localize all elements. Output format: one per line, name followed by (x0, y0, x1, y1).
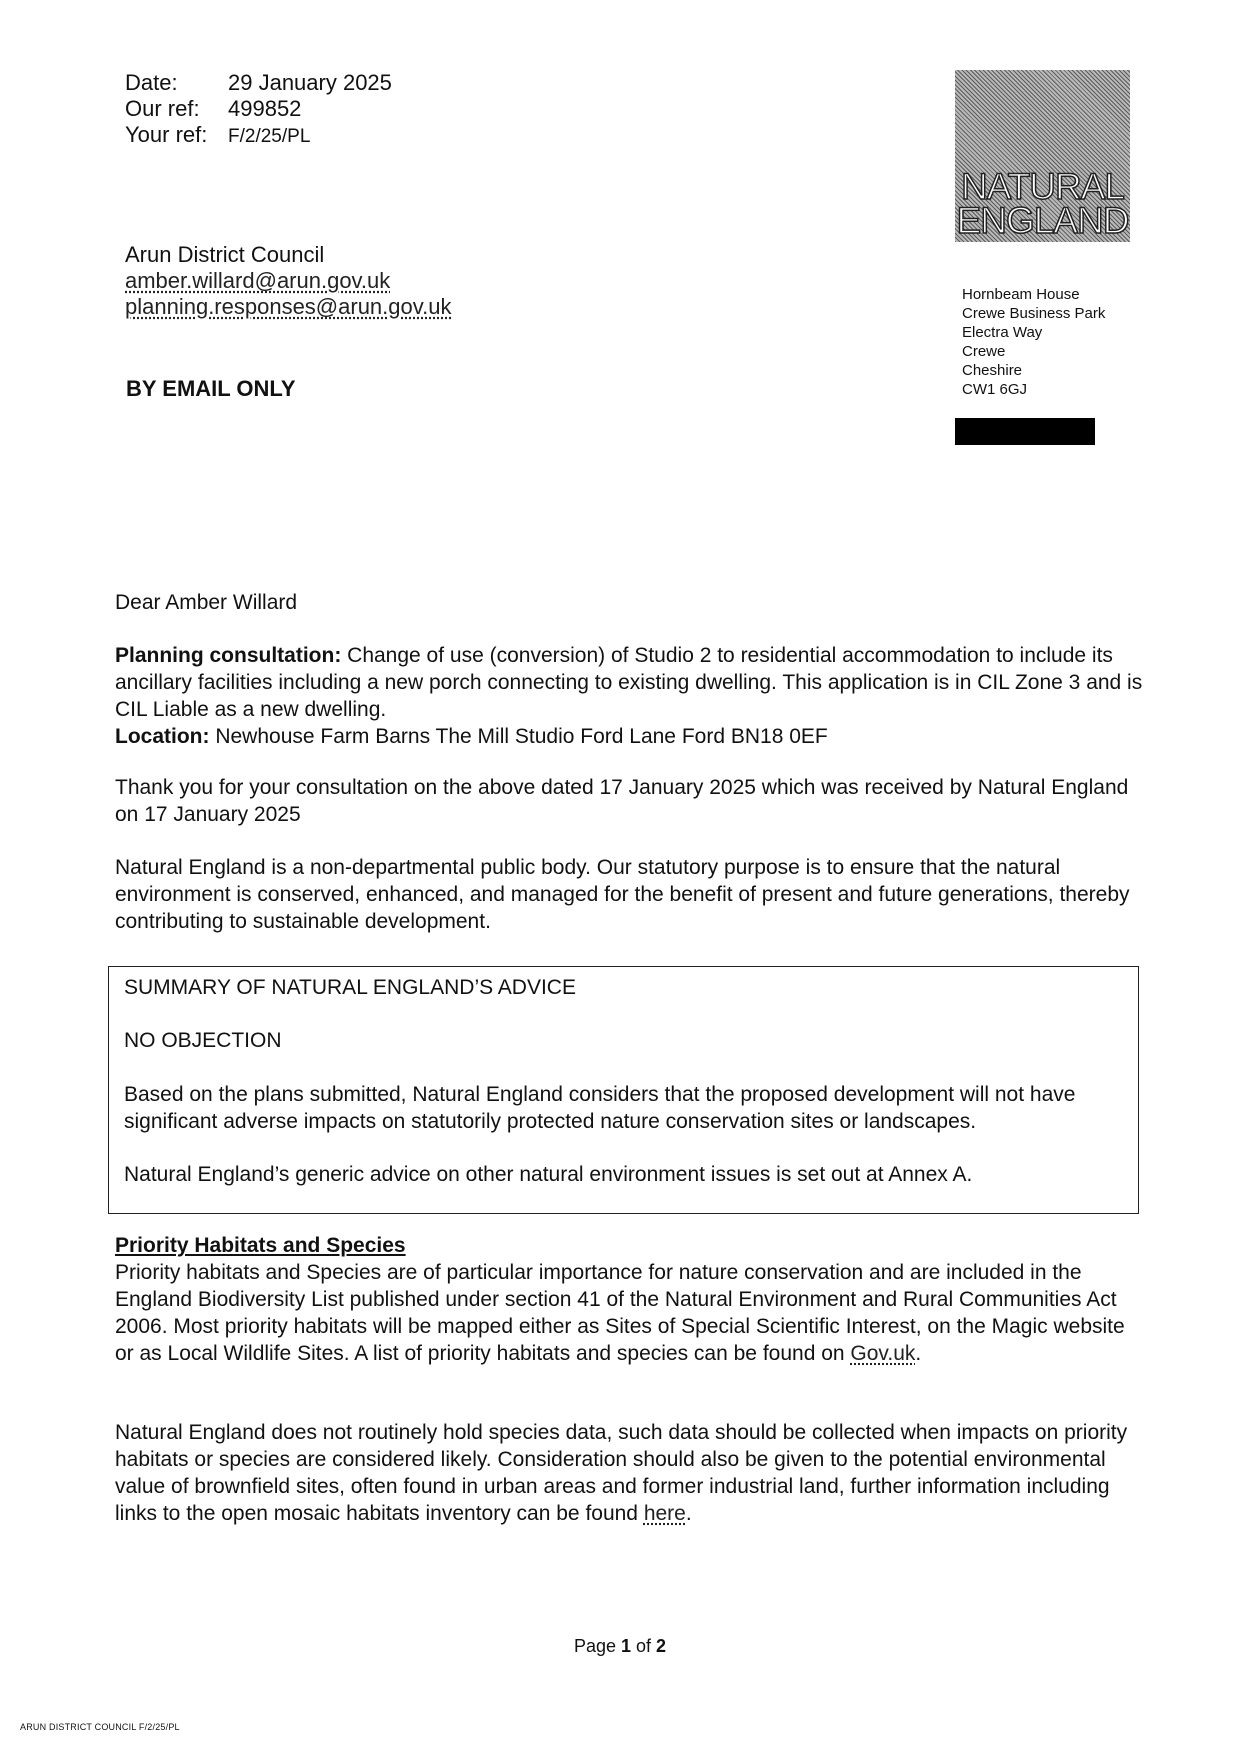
logo-text-line1: NATURAL (961, 166, 1124, 207)
summary-text: Based on the plans submitted, Natural England considers that the proposed development will not have significant adverse impacts on statutorily protected nature conservation sites or landscapes. (124, 1083, 1076, 1133)
summary-verdict: NO OBJECTION (124, 1029, 282, 1052)
purpose-paragraph: Natural England is a non-departmental public body. Our statutory purpose is to ensure that the natural environment is conserved, enhanced, and managed for the benefit of present and future generations, thereby contributing to sustainable development. (115, 856, 1130, 933)
your-ref-label: Your ref: (125, 122, 208, 147)
your-ref-value: F/2/25/PL (228, 126, 311, 147)
page-prefix: Page (573, 1636, 621, 1656)
page-of: of (631, 1636, 657, 1656)
footer-doc-ref: ARUN DISTRICT COUNCIL F/2/25/PL (20, 1722, 180, 1732)
address-line: Hornbeam House (962, 286, 1080, 303)
recipient-block (125, 242, 451, 320)
advice-summary-box (108, 966, 1139, 1214)
address-line: Electra Way (962, 324, 1043, 341)
address-line: Crewe Business Park (962, 305, 1106, 322)
our-ref-value: 499852 (228, 96, 302, 121)
planning-email-link[interactable]: planning.responses@arun.gov.uk (125, 294, 452, 319)
date-row (125, 70, 392, 96)
species-text-end: . (685, 1502, 692, 1525)
delivery-note: BY EMAIL ONLY (126, 376, 296, 401)
our-ref-row (125, 96, 301, 122)
summary-title: SUMMARY OF NATURAL ENGLAND’S ADVICE (124, 976, 576, 999)
your-ref-row (125, 122, 310, 150)
salutation: Dear Amber Willard (115, 591, 298, 614)
our-ref-label: Our ref: (125, 96, 200, 121)
page-current: 1 (621, 1636, 632, 1656)
page-total: 2 (656, 1636, 667, 1656)
location-text: Newhouse Farm Barns The Mill Studio Ford Lane Ford BN18 0EF (209, 725, 828, 748)
consultation-label: Planning consultation: (115, 644, 342, 667)
priority-text-end: . (915, 1342, 922, 1365)
natural-england-logo (955, 70, 1130, 242)
logo-text-line2: ENGLAND (956, 200, 1129, 241)
here-link[interactable]: here (643, 1502, 686, 1525)
date-value: 29 January 2025 (228, 70, 392, 95)
priority-heading: Priority Habitats and Species (115, 1234, 406, 1257)
sender-address (962, 285, 1105, 399)
thanks-paragraph: Thank you for your consultation on the above dated 17 January 2025 which was received by Natural England on 17 January 2025 (115, 776, 1129, 826)
redaction-bar (955, 418, 1095, 445)
consultation-text: Change of use (conversion) of Studio 2 to residential accommodation to include its ancillary facilities including a new porch connecting to existing dwelling. This application is in CIL Zone 3 and is CIL Liable as a new dwelling. (115, 644, 1143, 721)
page-number (0, 1636, 1240, 1657)
summary-annex-note: Natural England’s generic advice on other natural environment issues is set out at Annex A. (124, 1163, 973, 1186)
recipient-email-link[interactable]: amber.willard@arun.gov.uk (125, 268, 391, 293)
address-line: Cheshire (962, 362, 1023, 379)
priority-section (115, 1232, 1145, 1367)
gov-uk-link[interactable]: Gov.uk (850, 1342, 916, 1365)
address-line: Crewe (962, 343, 1006, 360)
date-label: Date: (125, 70, 178, 95)
priority-text: Priority habitats and Species are of particular importance for nature conservation and are included in the England Biodiversity List published under section 41 of the Natural Environment and Rural Communities Act 2006. Most priority habitats will be mapped either as Sites of Special Scientific Interest, on the Magic website or as Local Wildlife Sites. A list of priority habitats and species can be found on (115, 1261, 1125, 1365)
priority-paragraph-1 (115, 1259, 1145, 1367)
address-line: CW1 6GJ (962, 381, 1028, 398)
location-label: Location: (115, 725, 210, 748)
priority-paragraph-2 (115, 1419, 1145, 1527)
species-text: Natural England does not routinely hold species data, such data should be collected when impacts on priority habitats or species are considered likely. Consideration should also be given to the potential environmental value of brownfield sites, often found in urban areas and former industrial land, further information including links to the open mosaic habitats inventory can be found (115, 1421, 1128, 1525)
recipient-name: Arun District Council (125, 242, 325, 267)
consultation-paragraph (115, 642, 1145, 750)
